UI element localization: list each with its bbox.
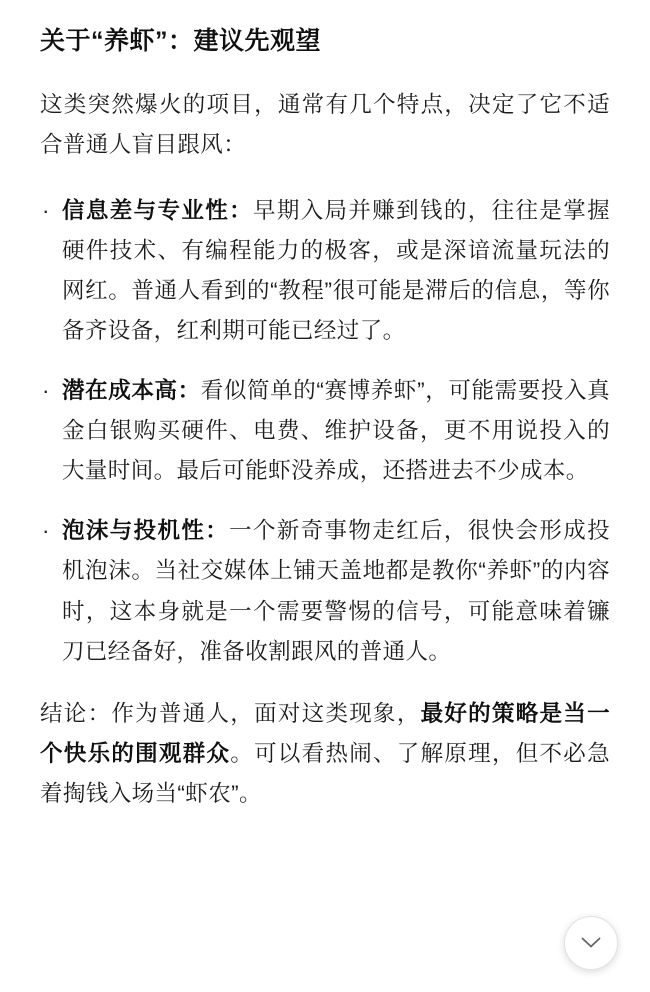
bullet-marker: · [42,198,50,224]
list-item-lead: 泡沫与投机性： [62,518,230,544]
intro-paragraph: 这类突然爆火的项目，通常有几个特点，决定了它不适合普通人盲目跟风： [40,92,610,158]
conclusion-lead: 结论： [40,700,112,726]
list-item-body: 看似简单的“赛博养虾”，可能需要投入真金白银购买硬件、电费、维护设备，更不用说投入的大量时间。最后可能虾没养成，还搭进去不少成本。 [62,378,610,484]
list-item [40,511,610,671]
expand-button[interactable] [564,916,618,970]
list-item-body: 一个新奇事物走红后，很快会形成投机泡沫。当社交媒体上铺天盖地都是教你“养虾”的内容时，这本身就是一个需要警惕的信号，可能意味着镰刀已经备好，准备收割跟风的普通人。 [62,518,610,664]
chevron-down-icon [581,937,601,949]
bullet-marker: · [42,378,50,404]
conclusion-paragraph [40,694,610,814]
list-item-lead: 潜在成本高： [62,378,201,404]
reasons-list [40,191,610,672]
conclusion-emphasis: 最好的策略是当一个快乐的围观群众 [40,700,611,766]
list-item [40,191,610,351]
bullet-marker: · [42,518,50,544]
conclusion-part1: 作为普通人，面对这类现象， [111,700,421,726]
list-item [40,371,610,491]
conclusion-part2: 。可以看热闹、了解原理，但不必急着掏钱入场当“虾农”。 [40,740,610,806]
list-item-lead: 信息差与专业性： [62,198,253,224]
page-title: 关于“养虾”：建议先观望 [40,27,322,55]
list-item-body: 早期入局并赚到钱的，往往是掌握硬件技术、有编程能力的极客，或是深谙流量玩法的网红。普通人看到的“教程”很可能是滞后的信息，等你备齐设备，红利期可能已经过了。 [62,198,610,344]
